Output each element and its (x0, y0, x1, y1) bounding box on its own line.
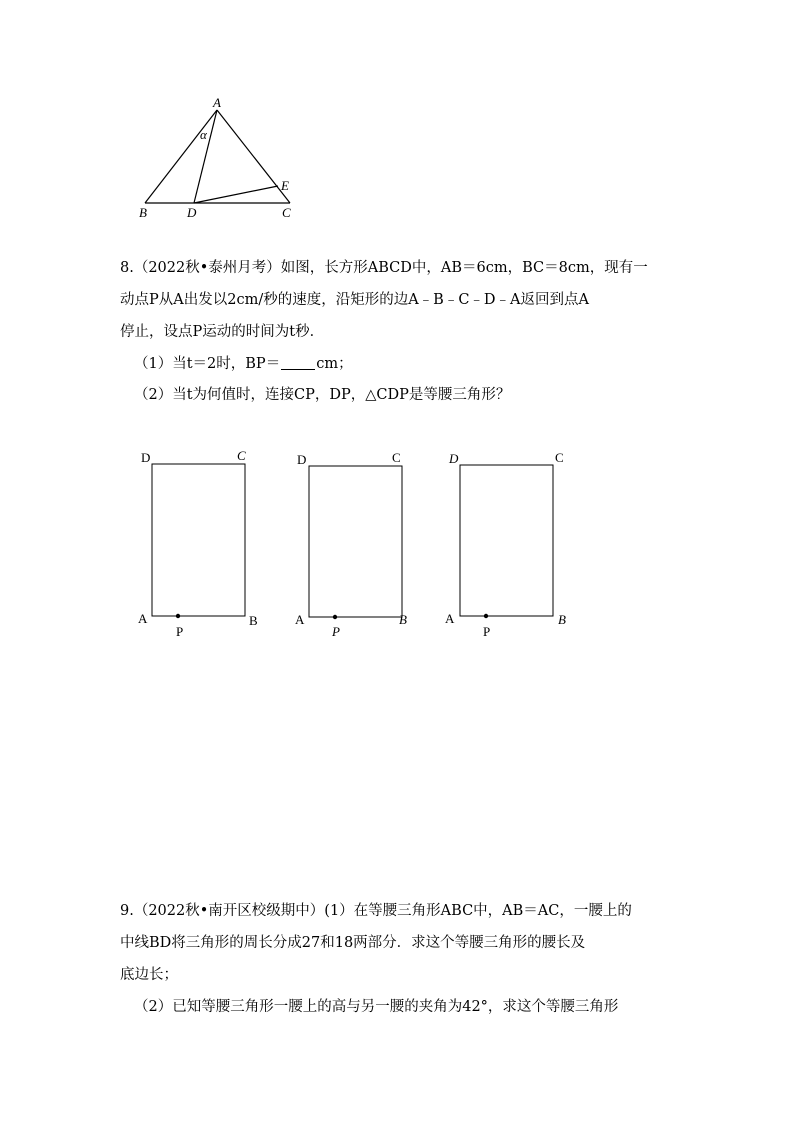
rectangle-ABCD (309, 466, 402, 617)
label-E: E (281, 178, 289, 193)
q8-sub-2: （2）当t为何值时，连接CP，DP，△CDP是等腰三角形？ (134, 387, 511, 403)
rectangle-figure-3 (445, 450, 566, 639)
rectangle-figure-1 (138, 448, 258, 639)
label-B: B (249, 613, 258, 628)
q8-sub-1-suffix: cm； (316, 356, 353, 372)
label-A: A (213, 95, 221, 110)
q8-sub-1-prefix: （1）当t＝2时，BP＝ (134, 356, 281, 372)
label-A: A (445, 611, 455, 626)
label-A: A (138, 611, 148, 626)
label-P: P (332, 624, 340, 639)
label-D: D (297, 452, 307, 467)
q8-line-3: 停止，设点P运动的时间为t秒． (120, 324, 325, 340)
q9-line-2: 中线BD将三角形的周长分成27和18两部分．求这个等腰三角形的腰长及 (120, 935, 586, 951)
label-B: B (139, 205, 147, 220)
label-B: B (558, 612, 566, 627)
label-D: D (449, 451, 459, 466)
label-P: P (483, 624, 491, 639)
point-P (333, 615, 337, 619)
point-P (484, 614, 488, 618)
label-alpha: α (200, 127, 207, 142)
label-C: C (392, 450, 401, 465)
q9-line-4: （2）已知等腰三角形一腰上的高与另一腰的夹角为42°，求这个等腰三角形 (134, 999, 619, 1015)
label-B: B (399, 612, 407, 627)
label-A: A (295, 612, 305, 627)
label-C: C (555, 450, 564, 465)
label-P: P (176, 624, 184, 639)
label-C: C (282, 205, 291, 220)
rectangle-ABCD (152, 464, 245, 616)
rectangle-ABCD (460, 465, 553, 616)
label-D: D (187, 205, 197, 220)
q8-line-2: 动点P从A出发以2cm/秒的速度，沿矩形的边A﹣B﹣C﹣D﹣A返回到点A (120, 292, 589, 308)
q8-line-1: 8.（2022秋•泰州月考）如图，长方形ABCD中，AB＝6cm，BC＝8cm，现有一 (120, 260, 648, 276)
q9-line-1: 9.（2022秋•南开区校级期中）(1）在等腰三角形ABC中，AB＝AC，一腰上的 (120, 903, 632, 919)
label-C: C (237, 448, 246, 463)
q9-line-3: 底边长； (120, 967, 178, 983)
point-P (176, 614, 180, 618)
label-D: D (141, 450, 151, 465)
rectangle-figure-2 (295, 450, 407, 639)
